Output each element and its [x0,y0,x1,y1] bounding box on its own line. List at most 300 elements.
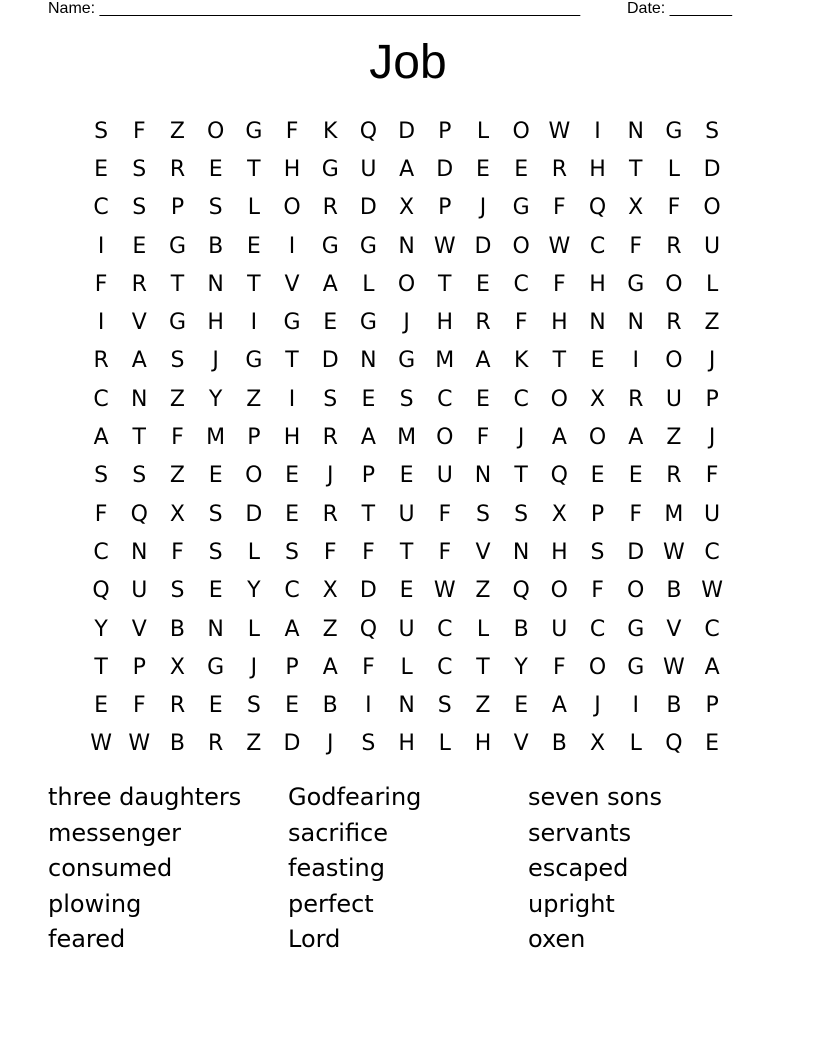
grid-letter[interactable]: Z [246,731,262,757]
grid-letter[interactable]: L [247,195,260,221]
grid-letter[interactable]: P [590,501,605,527]
grid-letter[interactable]: R [169,693,186,719]
grid-letter[interactable]: N [360,348,377,374]
grid-letter[interactable]: R [322,195,338,221]
grid-letter[interactable]: F [514,310,528,336]
grid-letter[interactable]: X [589,386,606,412]
grid-letter[interactable]: C [437,386,453,412]
grid-letter[interactable]: G [398,348,416,374]
grid-letter[interactable]: S [475,501,490,527]
grid-letter[interactable]: J [326,463,334,489]
grid-letter[interactable]: G [665,118,683,144]
grid-letter[interactable]: N [627,310,644,336]
grid-letter[interactable]: L [476,616,490,642]
grid-letter[interactable]: I [97,310,105,336]
grid-letter[interactable]: M [435,348,455,374]
grid-letter[interactable]: V [666,616,682,642]
grid-letter[interactable]: C [704,539,720,565]
grid-letter[interactable]: O [627,578,645,604]
grid-letter[interactable]: U [704,233,721,259]
grid-letter[interactable]: H [283,425,301,451]
grid-letter[interactable]: L [629,731,642,757]
grid-letter[interactable]: W [90,731,112,757]
grid-letter[interactable]: A [131,348,147,374]
grid-letter[interactable]: Z [246,386,262,412]
grid-letter[interactable]: S [246,693,261,719]
grid-letter[interactable]: J [403,310,410,336]
grid-letter[interactable]: R [551,156,567,182]
grid-letter[interactable]: D [359,195,377,221]
grid-letter[interactable]: C [704,616,720,642]
grid-letter[interactable]: Z [475,693,491,719]
grid-letter[interactable]: S [132,156,147,182]
grid-letter[interactable]: N [627,118,644,144]
grid-letter[interactable]: Q [92,578,110,604]
grid-letter[interactable]: N [398,693,415,719]
grid-letter[interactable]: P [247,425,261,451]
grid-letter[interactable]: N [512,539,530,565]
grid-letter[interactable]: B [666,578,682,604]
grid-letter[interactable]: G [168,233,186,259]
grid-letter[interactable]: S [170,578,185,604]
grid-letter[interactable]: U [398,616,415,642]
grid-letter[interactable]: S [399,386,414,412]
grid-letter[interactable]: F [94,271,108,297]
grid-letter[interactable]: O [588,654,607,680]
grid-letter[interactable]: Z [169,118,185,144]
grid-letter[interactable]: L [247,539,260,565]
grid-letter[interactable]: K [513,348,529,374]
grid-letter[interactable]: T [132,425,146,451]
grid-letter[interactable]: L [438,731,451,757]
grid-letter[interactable]: G [168,310,186,336]
grid-letter[interactable]: L [476,118,490,144]
grid-letter[interactable]: J [594,693,601,719]
grid-letter[interactable]: N [207,616,224,642]
grid-letter[interactable]: Z [169,386,185,412]
grid-letter[interactable]: C [437,616,453,642]
grid-letter[interactable]: G [359,233,377,259]
grid-letter[interactable]: A [551,693,567,719]
grid-letter[interactable]: A [93,425,109,451]
grid-letter[interactable]: B [551,731,567,757]
grid-letter[interactable]: S [361,731,376,757]
grid-letter[interactable]: F [171,539,184,565]
word-list-item: escaped [528,854,629,883]
grid-letter[interactable]: Q [359,616,378,642]
grid-letter[interactable]: Z [169,463,185,489]
grid-letter[interactable]: J [326,731,334,757]
grid-letter[interactable]: Y [514,654,528,680]
grid-letter[interactable]: C [589,616,606,642]
grid-letter[interactable]: N [474,463,492,489]
grid-letter[interactable]: O [283,195,301,221]
grid-letter[interactable]: M [206,425,226,451]
grid-letter[interactable]: B [322,693,338,719]
grid-letter[interactable]: E [361,386,376,412]
grid-letter[interactable]: C [437,654,453,680]
grid-letter[interactable]: C [93,195,109,221]
grid-letter[interactable]: I [365,693,372,719]
grid-letter[interactable]: U [704,501,721,527]
grid-letter[interactable]: V [284,271,300,297]
grid-letter[interactable]: G [245,118,263,144]
grid-letter[interactable]: O [550,386,568,412]
grid-letter[interactable]: Y [208,386,223,412]
grid-letter[interactable]: X [169,654,185,680]
grid-letter[interactable]: I [288,386,296,412]
grid-letter[interactable]: C [513,386,529,412]
grid-letter[interactable]: S [208,501,223,527]
name-field-label[interactable]: Name: ______________________________________________________ [48,0,581,17]
grid-letter[interactable]: F [591,578,604,604]
grid-letter[interactable]: R [628,386,644,412]
grid-letter[interactable]: O [436,425,454,451]
grid-letter[interactable]: H [589,156,606,182]
grid-letter[interactable]: S [590,539,605,565]
grid-letter[interactable]: S [705,118,720,144]
grid-letter[interactable]: I [632,348,639,374]
grid-letter[interactable]: A [628,425,644,451]
grid-letter[interactable]: J [479,195,487,221]
grid-letter[interactable]: N [589,310,606,336]
grid-letter[interactable]: P [438,118,452,144]
grid-letter[interactable]: J [212,348,219,374]
grid-letter[interactable]: H [589,271,606,297]
grid-letter[interactable]: S [285,539,300,565]
grid-letter[interactable]: X [169,501,185,527]
grid-letter[interactable]: T [361,501,376,527]
grid-letter[interactable]: L [247,616,260,642]
grid-letter[interactable]: Z [322,616,338,642]
grid-letter[interactable]: E [208,693,223,719]
grid-letter[interactable]: N [131,386,148,412]
grid-letter[interactable]: B [169,616,186,642]
grid-letter[interactable]: E [285,463,299,489]
grid-letter[interactable]: U [398,501,415,527]
grid-letter[interactable]: D [398,118,416,144]
grid-letter[interactable]: O [512,233,530,259]
grid-letter[interactable]: S [514,501,529,527]
grid-letter[interactable]: W [663,539,685,565]
grid-letter[interactable]: X [399,195,415,221]
grid-letter[interactable]: W [433,578,456,604]
grid-letter[interactable]: R [666,310,682,336]
grid-letter[interactable]: U [551,616,568,642]
grid-letter[interactable]: O [550,578,568,604]
grid-letter[interactable]: S [170,348,185,374]
grid-letter[interactable]: D [436,156,454,182]
grid-letter[interactable]: S [208,539,223,565]
grid-letter[interactable]: F [553,654,566,680]
grid-letter[interactable]: M [397,425,417,451]
grid-letter[interactable]: P [285,654,299,680]
grid-letter[interactable]: O [512,118,530,144]
grid-letter[interactable]: E [476,386,490,412]
grid-letter[interactable]: G [321,233,339,259]
grid-letter[interactable]: X [589,731,606,757]
grid-letter[interactable]: F [629,501,643,527]
grid-letter[interactable]: E [514,693,529,719]
grid-letter[interactable]: G [359,310,377,336]
grid-letter[interactable]: E [208,463,223,489]
grid-letter[interactable]: L [705,271,719,297]
grid-letter[interactable]: W [701,578,723,604]
grid-letter[interactable]: S [437,693,452,719]
page-title: Job [369,36,447,89]
grid-letter[interactable]: S [323,386,338,412]
grid-letter[interactable]: E [285,693,299,719]
grid-letter[interactable]: Z [475,578,491,604]
grid-letter[interactable]: A [475,348,491,374]
grid-letter[interactable]: A [322,271,338,297]
grid-letter[interactable]: O [665,271,683,297]
grid-letter[interactable]: B [513,616,529,642]
grid-letter[interactable]: F [323,539,337,565]
grid-letter[interactable]: S [132,463,147,489]
grid-letter[interactable]: H [207,310,224,336]
grid-letter[interactable]: E [132,233,147,259]
grid-letter[interactable]: E [285,501,299,527]
grid-letter[interactable]: E [476,271,490,297]
grid-letter[interactable]: D [321,348,339,374]
grid-letter[interactable]: G [627,654,645,680]
grid-letter[interactable]: A [360,425,376,451]
grid-letter[interactable]: A [322,654,338,680]
grid-letter[interactable]: U [665,386,682,412]
grid-letter[interactable]: P [170,195,185,221]
grid-letter[interactable]: T [247,156,261,182]
grid-letter[interactable]: C [513,271,529,297]
grid-letter[interactable]: M [664,501,684,527]
grid-letter[interactable]: T [285,348,299,374]
grid-letter[interactable]: V [475,539,491,565]
word-list-item: messenger [48,818,181,847]
grid-letter[interactable]: E [590,348,605,374]
grid-letter[interactable]: W [663,654,685,680]
date-field-label[interactable]: Date: _______ [627,0,732,17]
grid-letter[interactable]: T [552,348,567,374]
grid-letter[interactable]: Z [666,425,682,451]
grid-letter[interactable]: D [627,539,645,565]
word-list-item: perfect [288,889,374,918]
word-list-item: oxen [528,925,586,954]
grid-letter[interactable]: E [590,463,605,489]
grid-letter[interactable]: P [705,693,719,719]
grid-letter[interactable]: F [438,539,452,565]
grid-letter[interactable]: N [207,271,224,297]
grid-letter[interactable]: C [589,233,606,259]
grid-letter[interactable]: S [208,195,223,221]
grid-letter[interactable]: R [666,233,682,259]
grid-letter[interactable]: G [207,654,225,680]
grid-letter[interactable]: U [131,578,148,604]
grid-letter[interactable]: D [283,731,301,757]
grid-letter[interactable]: T [514,463,528,489]
grid-letter[interactable]: E [246,233,261,259]
grid-letter[interactable]: E [208,156,223,182]
grid-letter[interactable]: H [436,310,454,336]
grid-letter[interactable]: I [594,118,601,144]
grid-letter[interactable]: J [517,425,525,451]
grid-letter[interactable]: Q [512,578,530,604]
grid-letter[interactable]: V [131,310,147,336]
grid-letter[interactable]: R [322,501,338,527]
grid-letter[interactable]: U [436,463,453,489]
grid-letter[interactable]: F [132,118,146,144]
grid-letter[interactable]: D [474,233,492,259]
grid-letter[interactable]: F [171,425,184,451]
grid-letter[interactable]: S [132,195,147,221]
grid-letter[interactable]: O [703,195,721,221]
grid-letter[interactable]: E [514,156,529,182]
grid-letter[interactable]: O [588,425,607,451]
grid-letter[interactable]: W [433,233,456,259]
grid-letter[interactable]: R [131,271,147,297]
grid-letter[interactable]: G [512,195,530,221]
grid-letter[interactable]: P [361,463,376,489]
grid-letter[interactable]: P [132,654,146,680]
grid-letter[interactable]: D [359,578,377,604]
grid-letter[interactable]: X [551,501,567,527]
grid-letter[interactable]: S [94,463,109,489]
grid-letter[interactable]: R [322,425,338,451]
grid-letter[interactable]: T [94,654,108,680]
grid-letter[interactable]: E [705,731,720,757]
grid-letter[interactable]: A [551,425,567,451]
grid-letter[interactable]: H [283,156,301,182]
grid-letter[interactable]: I [250,310,258,336]
grid-letter[interactable]: Y [94,616,108,642]
grid-letter[interactable]: I [288,233,296,259]
grid-letter[interactable]: O [397,271,416,297]
grid-letter[interactable]: A [704,654,720,680]
grid-letter[interactable]: L [362,271,375,297]
grid-letter[interactable]: E [94,693,109,719]
grid-letter[interactable]: F [94,501,108,527]
grid-letter[interactable]: R [475,310,491,336]
grid-letter[interactable]: F [553,195,566,221]
grid-letter[interactable]: X [628,195,644,221]
grid-letter[interactable]: Q [130,501,148,527]
grid-letter[interactable]: F [132,693,146,719]
header [48,0,748,20]
grid-letter[interactable]: A [399,156,415,182]
word-list [48,779,768,957]
grid-letter[interactable]: T [247,271,261,297]
grid-letter[interactable]: S [94,118,109,144]
grid-letter[interactable]: J [250,654,258,680]
grid-letter[interactable]: Q [665,731,683,757]
grid-letter[interactable]: I [632,693,639,719]
grid-letter[interactable]: F [476,425,490,451]
grid-letter[interactable]: D [245,501,263,527]
grid-letter[interactable]: F [553,271,566,297]
grid-letter[interactable]: F [285,118,299,144]
grid-letter[interactable]: R [169,156,186,182]
grid-letter[interactable]: R [666,463,682,489]
grid-letter[interactable]: T [628,156,643,182]
grid-letter[interactable]: G [627,616,645,642]
grid-letter[interactable]: L [400,654,413,680]
grid-letter[interactable]: J [708,425,716,451]
grid-letter[interactable]: R [208,731,224,757]
grid-letter[interactable]: J [708,348,716,374]
grid-letter[interactable]: T [438,271,452,297]
grid-letter[interactable]: X [322,578,338,604]
grid-letter[interactable]: E [323,310,338,336]
grid-letter[interactable]: C [284,578,300,604]
grid-letter[interactable]: W [548,118,571,144]
grid-letter[interactable]: O [665,348,683,374]
grid-letter[interactable]: P [438,195,452,221]
grid-letter[interactable]: F [362,654,375,680]
grid-letter[interactable]: C [93,386,109,412]
grid-letter[interactable]: F [667,195,681,221]
grid-letter[interactable]: P [705,386,719,412]
grid-letter[interactable]: H [398,731,415,757]
grid-letter[interactable]: G [245,348,263,374]
grid-letter[interactable]: Q [550,463,568,489]
grid-letter[interactable]: O [206,118,225,144]
grid-letter[interactable]: Y [247,578,261,604]
grid-letter[interactable]: G [321,156,339,182]
grid-letter[interactable]: H [551,539,568,565]
grid-letter[interactable]: E [94,156,109,182]
grid-letter[interactable]: B [208,233,224,259]
grid-letter[interactable]: Q [588,195,607,221]
grid-letter[interactable]: V [131,616,147,642]
grid-letter[interactable]: L [667,156,681,182]
grid-letter[interactable]: Z [704,310,720,336]
grid-letter[interactable]: E [208,578,223,604]
grid-letter[interactable]: T [170,271,185,297]
grid-letter[interactable]: U [360,156,377,182]
grid-letter[interactable]: C [93,539,109,565]
grid-letter[interactable]: O [245,463,263,489]
grid-letter[interactable]: F [705,463,719,489]
grid-letter[interactable]: T [399,539,414,565]
grid-letter[interactable]: B [169,731,186,757]
grid-letter[interactable]: V [513,731,529,757]
grid-letter[interactable]: E [628,463,643,489]
grid-letter[interactable]: I [97,233,105,259]
word-list-item: servants [528,818,632,847]
grid-letter[interactable]: E [476,156,490,182]
grid-letter[interactable]: N [131,539,148,565]
grid-letter[interactable]: H [551,310,568,336]
grid-letter[interactable]: D [703,156,721,182]
grid-letter[interactable]: E [399,578,414,604]
grid-letter[interactable]: F [362,539,375,565]
grid-letter[interactable]: F [629,233,643,259]
word-list-item: consumed [48,854,173,883]
grid-letter[interactable]: A [284,616,300,642]
grid-letter[interactable]: R [93,348,109,374]
grid-letter[interactable]: B [666,693,682,719]
grid-letter[interactable]: W [128,731,151,757]
grid-letter[interactable]: W [548,233,571,259]
grid-letter[interactable]: Q [359,118,378,144]
grid-letter[interactable]: G [283,310,301,336]
grid-letter[interactable]: F [438,501,452,527]
grid-letter[interactable]: E [399,463,414,489]
grid-letter[interactable]: T [476,654,490,680]
grid-letter[interactable]: H [474,731,492,757]
grid-letter[interactable]: G [627,271,645,297]
grid-letter[interactable]: N [398,233,415,259]
grid-letter[interactable]: K [323,118,338,144]
